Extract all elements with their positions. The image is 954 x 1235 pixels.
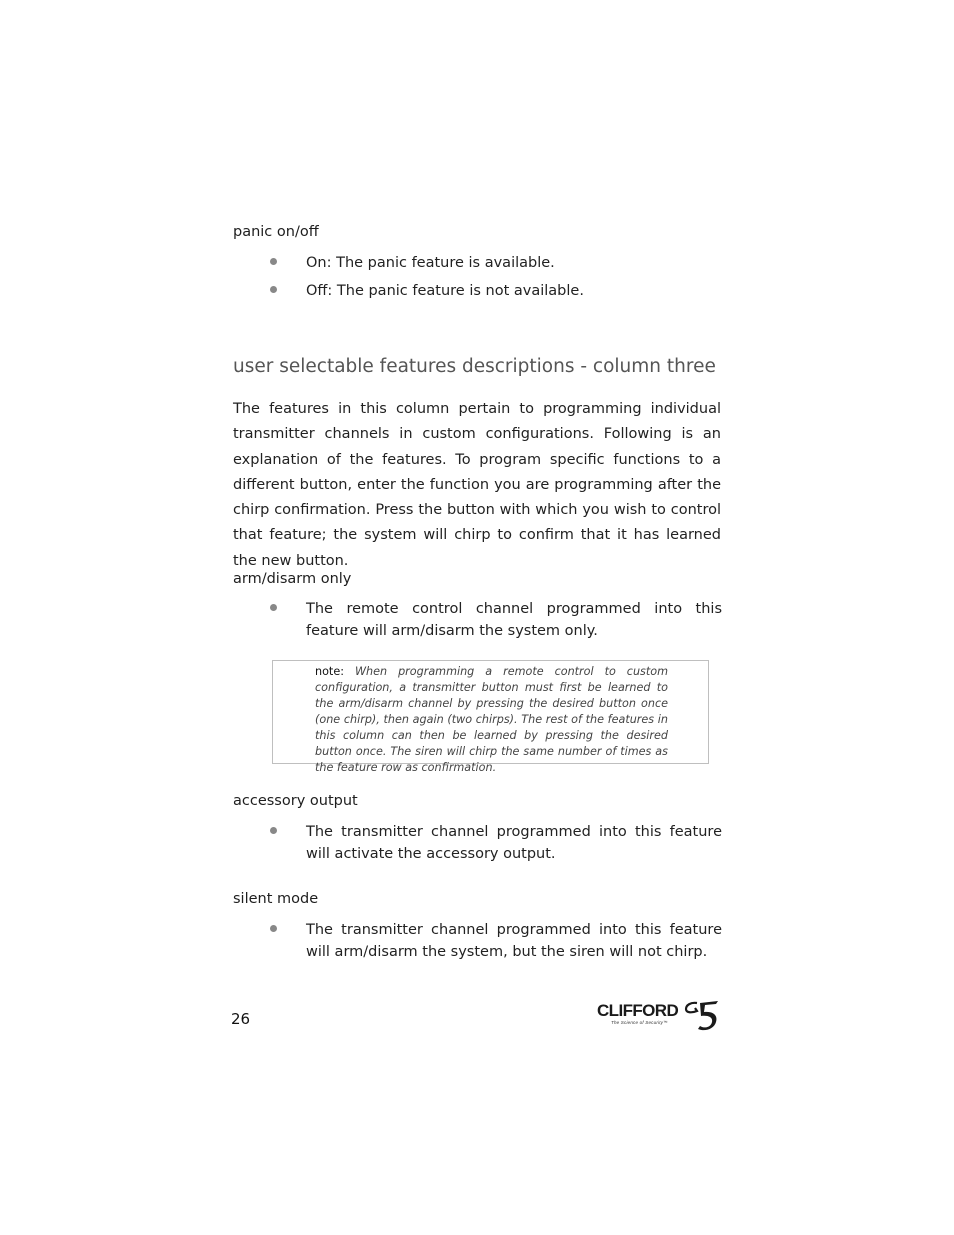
page-number: 26 bbox=[231, 1010, 251, 1028]
list-item bbox=[270, 919, 722, 963]
g5-logo-icon bbox=[683, 999, 721, 1033]
bullet-icon bbox=[270, 286, 277, 293]
bullet-text: The transmitter channel programmed into this feature will arm/disarm the system, but the siren will not chirp. bbox=[306, 922, 722, 960]
clifford-logo bbox=[597, 999, 723, 1033]
list-item bbox=[270, 821, 722, 865]
note-body: When programming a remote control to custom configuration, a transmitter button must first be learned to the arm/disarm channel by pressing the desired button once (one chirp), then again (two chirps). The rest of the features in this column can then be learned by pressing the desired button once. The siren will chirp the same number of times as the feature row as confirmation. bbox=[315, 665, 668, 774]
list-item bbox=[270, 598, 722, 642]
panic-heading: panic on/off bbox=[233, 224, 319, 240]
logo-wordmark: CLIFFORD bbox=[597, 1001, 679, 1020]
bullet-icon bbox=[270, 925, 277, 932]
list-item bbox=[270, 280, 722, 302]
section-title: user selectable features descriptions - column three bbox=[233, 356, 716, 377]
bullet-icon bbox=[270, 827, 277, 834]
arm-disarm-heading: arm/disarm only bbox=[233, 571, 352, 587]
logo-tagline: The Science of Security™ bbox=[611, 1020, 668, 1025]
accessory-heading: accessory output bbox=[233, 793, 358, 809]
bullet-text: Off: The panic feature is not available. bbox=[306, 283, 584, 299]
bullet-icon bbox=[270, 258, 277, 265]
silent-heading: silent mode bbox=[233, 891, 319, 907]
bullet-text: On: The panic feature is available. bbox=[306, 255, 555, 271]
note-label: note: bbox=[315, 665, 344, 678]
bullet-icon bbox=[270, 604, 277, 611]
list-item bbox=[270, 252, 722, 274]
section-paragraph: The features in this column pertain to programming individual transmitter channels in custom configurations. Following is an explanation of the features. To program specific functions to a different button, enter the function you are programming after the chirp confirmation. Press the button with which you wish to control that feature; the system will chirp to confirm that it has learned the new button. bbox=[233, 401, 721, 569]
note-box bbox=[272, 660, 709, 774]
bullet-text: The transmitter channel programmed into this feature will activate the accessory output. bbox=[306, 824, 722, 862]
note-text bbox=[315, 664, 668, 776]
bullet-text: The remote control channel programmed into this feature will arm/disarm the system only. bbox=[306, 601, 722, 639]
